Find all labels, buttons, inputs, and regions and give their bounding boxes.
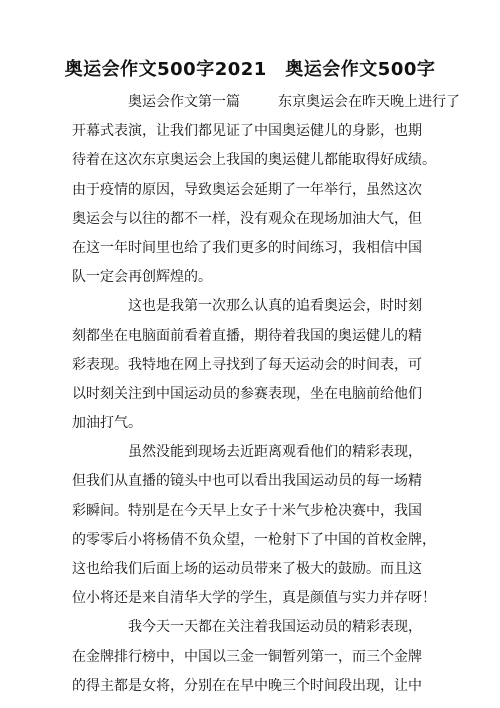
essay-line: 奥运会与以往的都不一样，没有观众在现场加油大气，但 <box>72 210 422 227</box>
essay-line: 开幕式表演，让我们都见证了中国奥运健儿的身影，也期 <box>72 123 422 140</box>
essay-line-1 <box>72 88 460 117</box>
essay-line: 的零零后小将杨倩不负众望，一枪射下了中国的首枚金牌， <box>72 531 436 548</box>
document-title: 奥运会作文500字2021 奥运会作文500字 <box>64 59 436 80</box>
essay-line: 我今天一天都在关注着我国运动员的精彩表现， <box>128 619 422 636</box>
essay-line: 由于疫情的原因，导致奥运会延期了一年举行，虽然这次 <box>72 181 422 198</box>
essay-line: 在这一年时间里也给了我们更多的时间练习，我相信中国 <box>72 239 422 256</box>
essay-line: 彩瞬间。特别是在今天早上女子十米气步枪决赛中，我国 <box>72 502 422 519</box>
essay-line: 位小将还是来自清华大学的学生，真是颜值与实力并存呀！ <box>72 590 436 607</box>
essay-line: 虽然没能到现场去近距离观看他们的精彩表现， <box>128 444 422 461</box>
essay-body <box>72 88 460 701</box>
essay-line: 这也是我第一次那么认真的追看奥运会，时时刻 <box>128 298 422 315</box>
essay-line: 加油打气。 <box>72 415 142 432</box>
essay-line: 待着在这次东京奥运会上我国的奥运健儿都能取得好成绩。 <box>72 152 436 169</box>
essay-line: 的得主都是女将，分别在在早中晚三个时间段出现，让中 <box>72 677 422 694</box>
line-text: 东京奥运会在昨天晚上进行了 <box>278 94 460 110</box>
section-heading: 奥运会作文第一篇 <box>128 94 240 110</box>
essay-line: 这也给我们后面上场的运动员带来了极大的鼓励。而且这 <box>72 561 422 577</box>
essay-line: 但我们从直播的镜头中也可以看出我国运动员的每一场精 <box>72 473 422 490</box>
essay-line: 队一定会再创辉煌的。 <box>72 269 212 286</box>
essay-line: 彩表现。我特地在网上寻找到了每天运动会的时间表，可 <box>72 356 422 373</box>
essay-line: 刻都坐在电脑面前看着直播，期待着我国的奥运健儿的精 <box>72 327 422 344</box>
essay-line: 在金牌排行榜中，中国以三金一铜暂列第一，而三个金牌 <box>72 648 422 665</box>
essay-line: 以时刻关注到中国运动员的参赛表现，坐在电脑前给他们 <box>72 385 422 402</box>
